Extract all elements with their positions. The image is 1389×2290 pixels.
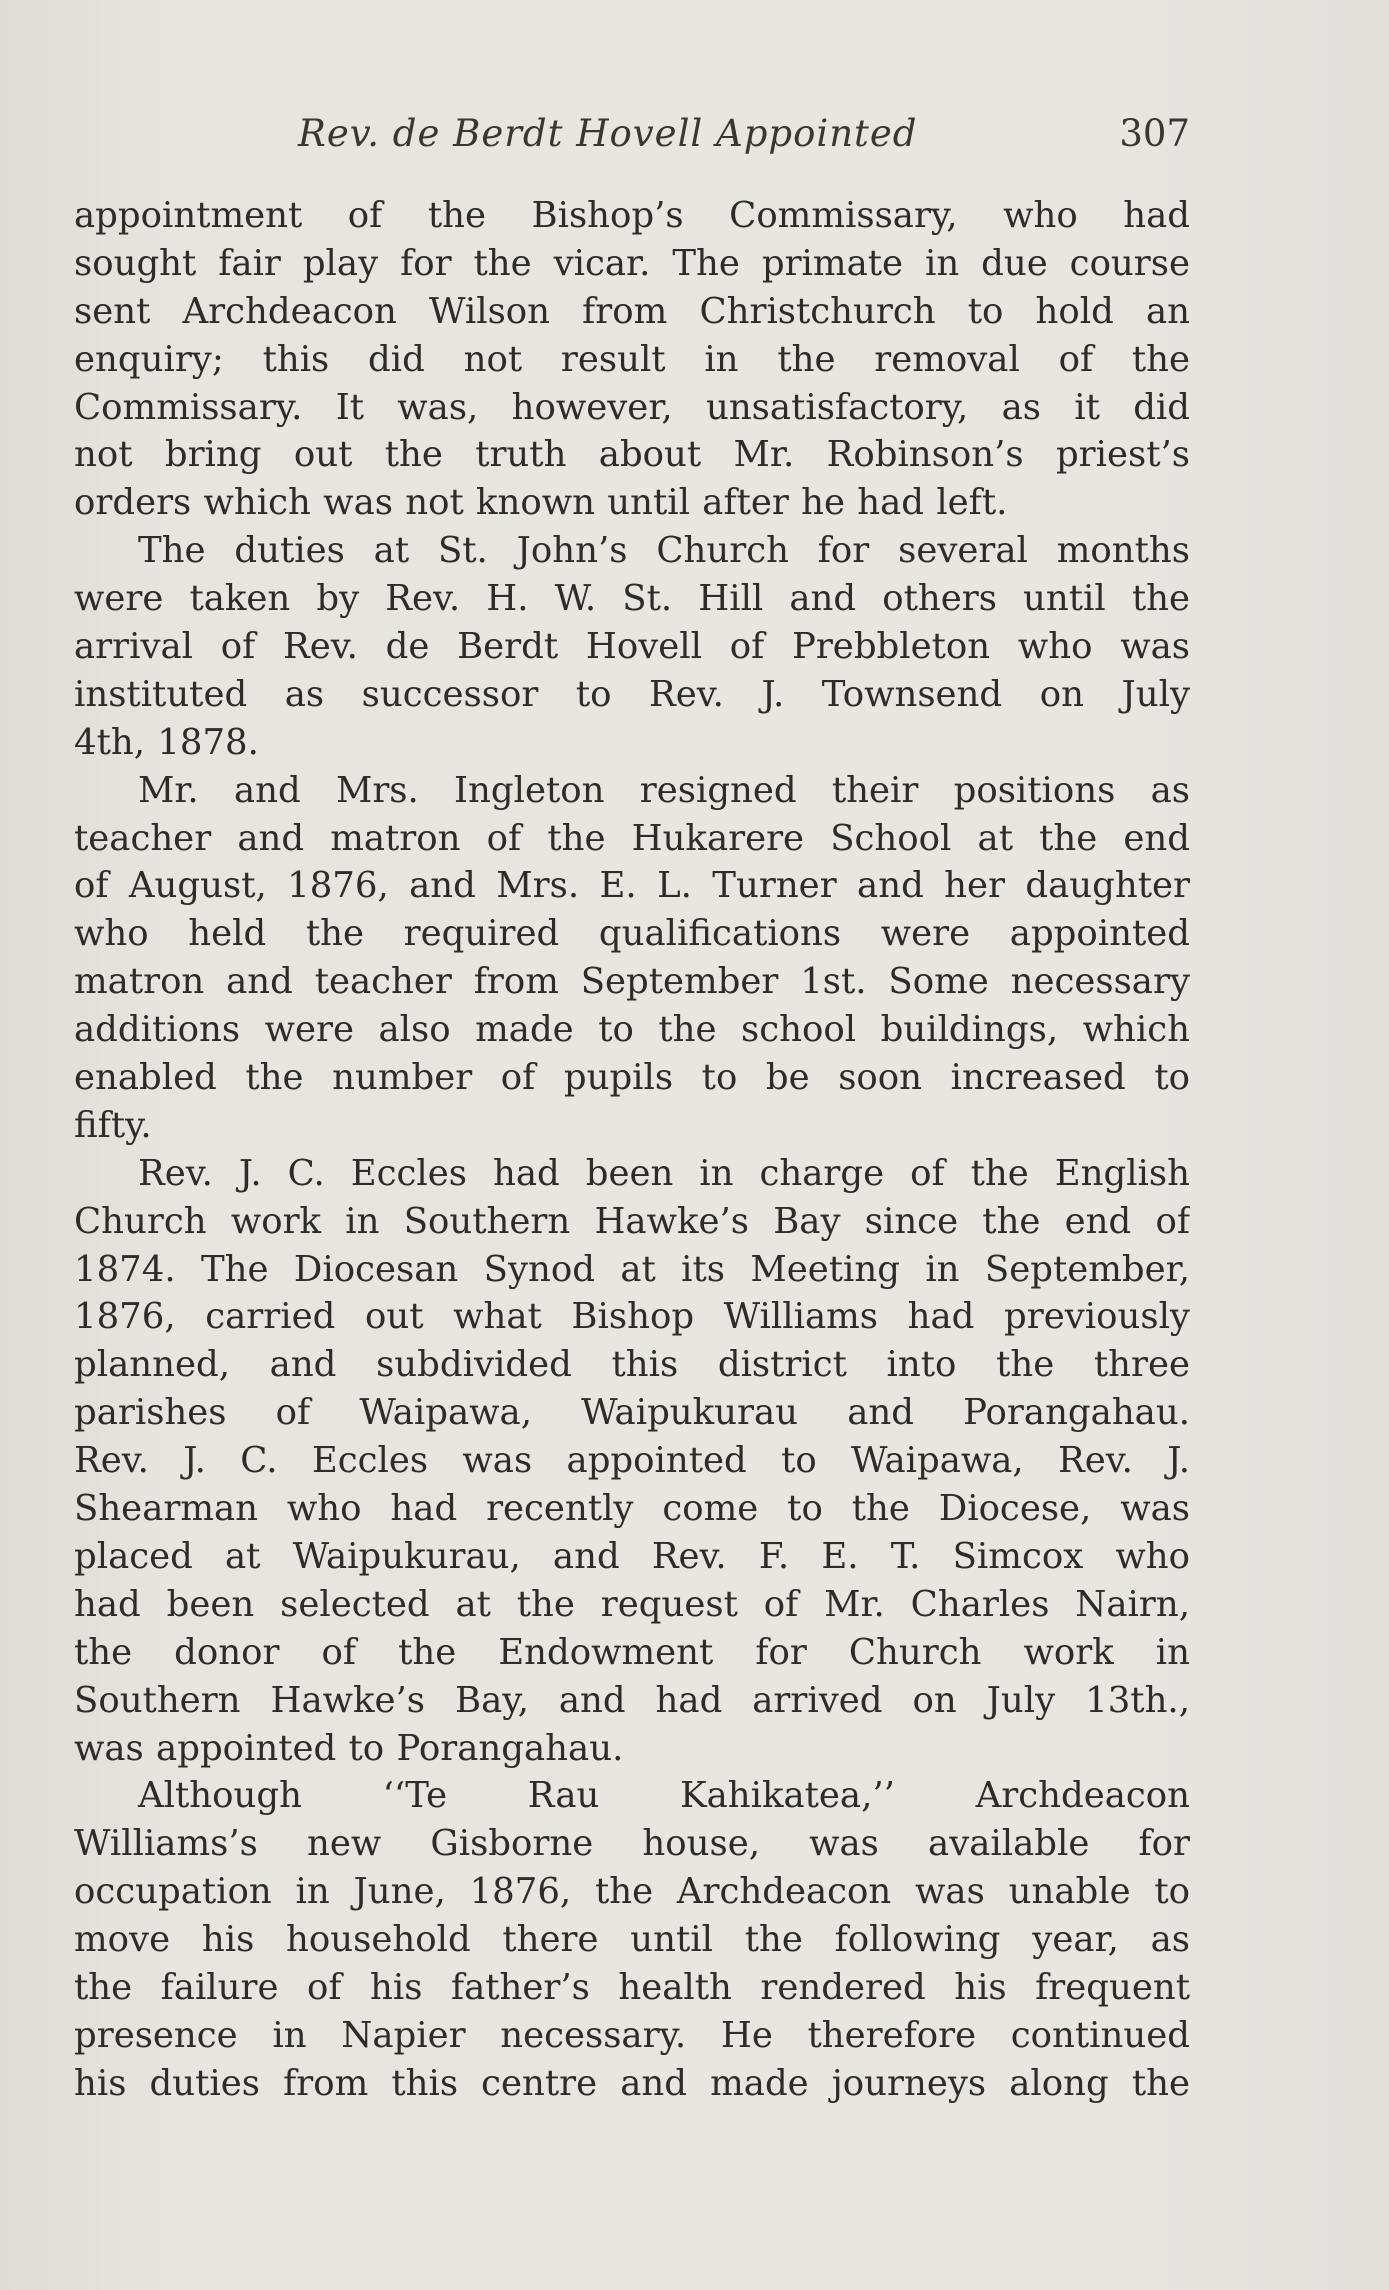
text-line: orders which was not known until after he had left. <box>74 482 1008 524</box>
text-line: placed at Waipukurau, and Rev. F. E. T. Simcox who <box>74 1535 1190 1577</box>
page-number: 307 <box>1119 112 1190 155</box>
text-line: were taken by Rev. H. W. St. Hill and others until the <box>74 578 1190 620</box>
body-text <box>74 192 1190 2108</box>
text-line: additions were also made to the school buildings, which <box>74 1009 1190 1051</box>
text-line: instituted as successor to Rev. J. Townsend on July <box>74 673 1190 715</box>
text-line: 4th, 1878. <box>74 721 259 763</box>
text-line: Commissary. It was, however, unsatisfactory, as it did <box>74 386 1190 428</box>
text-line: of August, 1876, and Mrs. E. L. Turner and her daughter <box>74 865 1190 907</box>
text-line: fifty. <box>74 1104 152 1146</box>
text-line: the failure of his father’s health rendered his frequent <box>74 1966 1190 2008</box>
text-line: Mr. and Mrs. Ingleton resigned their positions as <box>138 769 1190 811</box>
text-line: The duties at St. John’s Church for several months <box>138 530 1190 572</box>
text-line: not bring out the truth about Mr. Robinson’s priest’s <box>74 434 1190 476</box>
paragraph <box>74 1772 1190 2107</box>
text-line: appointment of the Bishop’s Commissary, who had <box>74 195 1190 236</box>
text-line: Southern Hawke’s Bay, and had arrived on July 13th., <box>74 1679 1190 1721</box>
text-line: the donor of the Endowment for Church work in <box>74 1631 1190 1673</box>
text-line: was appointed to Porangahau. <box>74 1727 624 1769</box>
text-line: planned, and subdivided this district into the three <box>74 1344 1190 1386</box>
text-line: matron and teacher from September 1st. Some necessary <box>74 961 1190 1003</box>
text-line: teacher and matron of the Hukarere School at the end <box>74 817 1190 859</box>
paragraph <box>74 527 1190 766</box>
text-line: who held the required qualifications were appointed <box>74 913 1190 955</box>
paragraph <box>74 767 1190 1150</box>
text-line: enquiry; this did not result in the removal of the <box>74 338 1190 380</box>
text-line: sought fair play for the vicar. The primate in due course <box>74 242 1190 284</box>
text-line: Although ‘‘Te Rau Kahikatea,’’ Archdeacon <box>138 1775 1190 1817</box>
text-line: Rev. J. C. Eccles was appointed to Waipawa, Rev. J. <box>74 1440 1190 1482</box>
text-line: presence in Napier necessary. He therefore continued <box>74 2014 1190 2056</box>
paragraph <box>74 192 1190 527</box>
text-line: enabled the number of pupils to be soon increased to <box>74 1057 1190 1099</box>
paragraph <box>74 1150 1190 1773</box>
text-line: sent Archdeacon Wilson from Christchurch to hold an <box>74 290 1190 332</box>
text-line: Shearman who had recently come to the Diocese, was <box>74 1488 1190 1530</box>
text-line: parishes of Waipawa, Waipukurau and Porangahau. <box>74 1392 1190 1434</box>
text-line: had been selected at the request of Mr. Charles Nairn, <box>74 1583 1190 1625</box>
text-line: 1874. The Diocesan Synod at its Meeting in September, <box>74 1248 1190 1290</box>
page-header <box>74 112 1190 170</box>
text-line: Church work in Southern Hawke’s Bay since the end of <box>74 1200 1190 1242</box>
running-title: Rev. de Berdt Hovell Appointed <box>298 112 918 155</box>
text-line: arrival of Rev. de Berdt Hovell of Prebbleton who was <box>74 626 1190 668</box>
text-line: Williams’s new Gisborne house, was available for <box>74 1823 1190 1865</box>
text-line: move his household there until the following year, as <box>74 1919 1190 1961</box>
text-line: Rev. J. C. Eccles had been in charge of the English <box>138 1152 1190 1194</box>
text-line: occupation in June, 1876, the Archdeacon was unable to <box>74 1871 1190 1913</box>
text-line: his duties from this centre and made journeys along the <box>74 2062 1190 2104</box>
text-line: 1876, carried out what Bishop Williams had previously <box>74 1296 1190 1338</box>
